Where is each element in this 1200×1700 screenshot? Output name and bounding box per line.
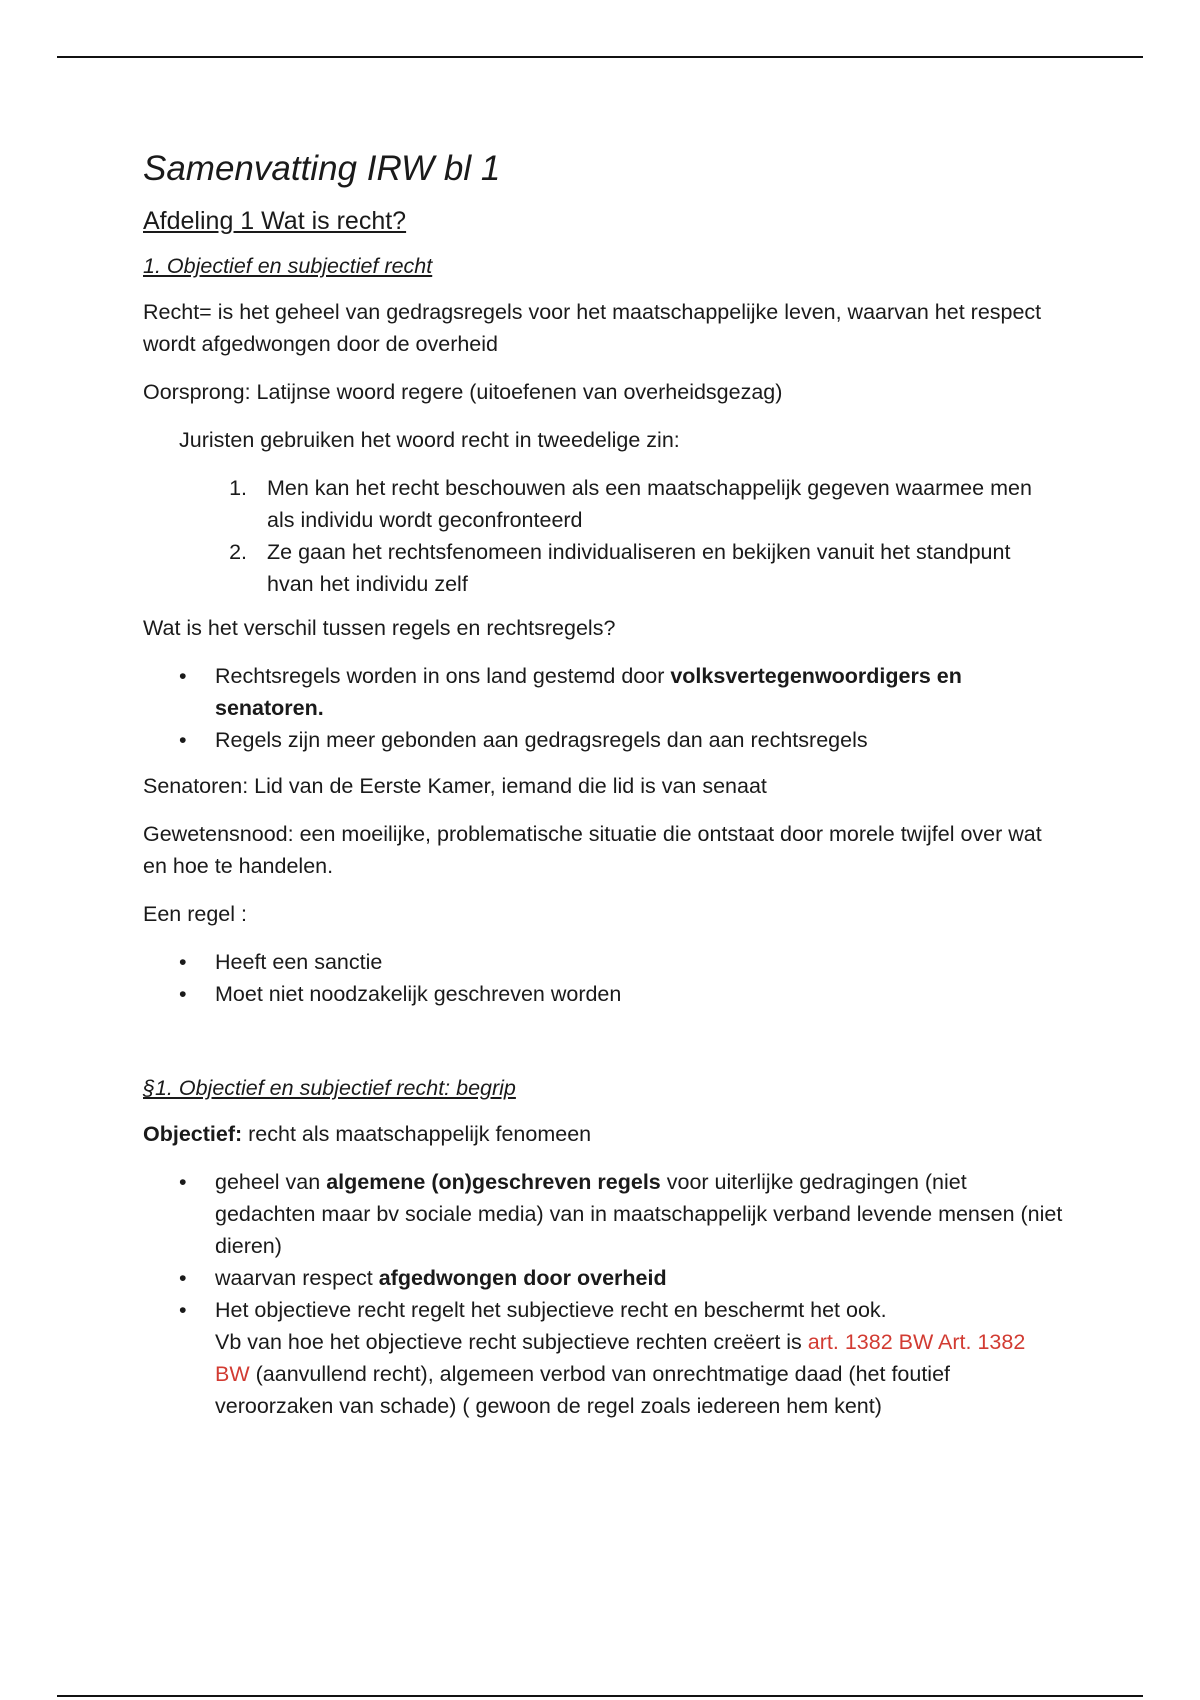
- section-heading-begrip: §1. Objectief en subjectief recht: begrip: [143, 1076, 516, 1100]
- list-item: • Moet niet noodzakelijk geschreven worden: [215, 978, 1063, 1010]
- list-item-bold: afgedwongen door overheid: [378, 1266, 667, 1290]
- objectief-label: Objectief:: [143, 1122, 243, 1146]
- objectief-text: recht als maatschappelijk fenomeen: [242, 1122, 592, 1146]
- bullet-list-een-regel: [143, 946, 1063, 1010]
- article-reference: art. 1382 BW Art. 1382 BW: [215, 1330, 1026, 1386]
- list-item: [215, 1294, 1063, 1422]
- list-item: 1. Men kan het recht beschouwen als een maatschappelijk gegeven waarmee men als individu wordt geconfronteerd: [253, 472, 1063, 536]
- paragraph-recht: Recht= is het geheel van gedragsregels voor het maatschappelijke leven, waarvan het respect wordt afgedwongen door de overheid: [143, 300, 1042, 356]
- spacer: [143, 1024, 1063, 1072]
- footer-rule: [57, 1695, 1143, 1697]
- list-item: • Heeft een sanctie: [215, 946, 1063, 978]
- list-item-text: (aanvullend recht), algemeen verbod van onrechtmatige daad (het foutief veroorzaken van schade) ( gewoon de regel zoals iedereen hem kent): [215, 1362, 951, 1418]
- list-item: [215, 1262, 1063, 1294]
- paragraph-senatoren: Senatoren: Lid van de Eerste Kamer, iemand die lid is van senaat: [143, 774, 767, 798]
- list-item-bold: algemene (on)geschreven regels: [326, 1170, 661, 1194]
- list-item: 2. Ze gaan het rechtsfenomeen individualiseren en bekijken vanuit het standpunt hvan het individu zelf: [253, 536, 1063, 600]
- afdeling-heading: Afdeling 1 Wat is recht?: [143, 207, 407, 235]
- list-item-text: Het objectieve recht regelt het subjectieve recht en beschermt het ook.: [215, 1298, 887, 1322]
- list-item-bold: volksvertegenwoordigers en senatoren.: [215, 664, 962, 720]
- bullet-list-regels: [143, 660, 1063, 756]
- document-title: Samenvatting IRW bl 1: [143, 149, 501, 188]
- paragraph-verschil: Wat is het verschil tussen regels en rechtsregels?: [143, 616, 616, 640]
- header-rule: [57, 56, 1143, 58]
- list-item: [215, 660, 1063, 724]
- list-item-text: voor uiterlijke gedragingen (niet gedachten maar bv sociale media) van in maatschappelijk verband levende mensen (niet dieren): [215, 1170, 1063, 1258]
- bullet-list-objectief: [143, 1166, 1063, 1422]
- list-item-text: geheel van: [215, 1170, 327, 1194]
- paragraph-juristen: Juristen gebruiken het woord recht in tweedelige zin:: [179, 428, 680, 452]
- list-item-text: waarvan respect: [215, 1266, 379, 1290]
- document-page: [143, 148, 1063, 1436]
- paragraph-gewetensnood: Gewetensnood: een moeilijke, problematische situatie die ontstaat door morele twijfel over wat en hoe te handelen.: [143, 822, 1042, 878]
- list-item: [215, 1166, 1063, 1262]
- numbered-list: [143, 472, 1063, 600]
- list-item: • Regels zijn meer gebonden aan gedragsregels dan aan rechtsregels: [215, 724, 1063, 756]
- list-item-text: Rechtsregels worden in ons land gestemd door: [215, 664, 671, 688]
- paragraph-objectief: [143, 1118, 1063, 1150]
- section-heading-objectief: 1. Objectief en subjectief recht: [143, 254, 433, 278]
- paragraph-een-regel: Een regel :: [143, 902, 247, 926]
- list-item-text: Vb van hoe het objectieve recht subjectieve rechten creëert is: [215, 1330, 808, 1354]
- paragraph-oorsprong: Oorsprong: Latijnse woord regere (uitoefenen van overheidsgezag): [143, 380, 783, 404]
